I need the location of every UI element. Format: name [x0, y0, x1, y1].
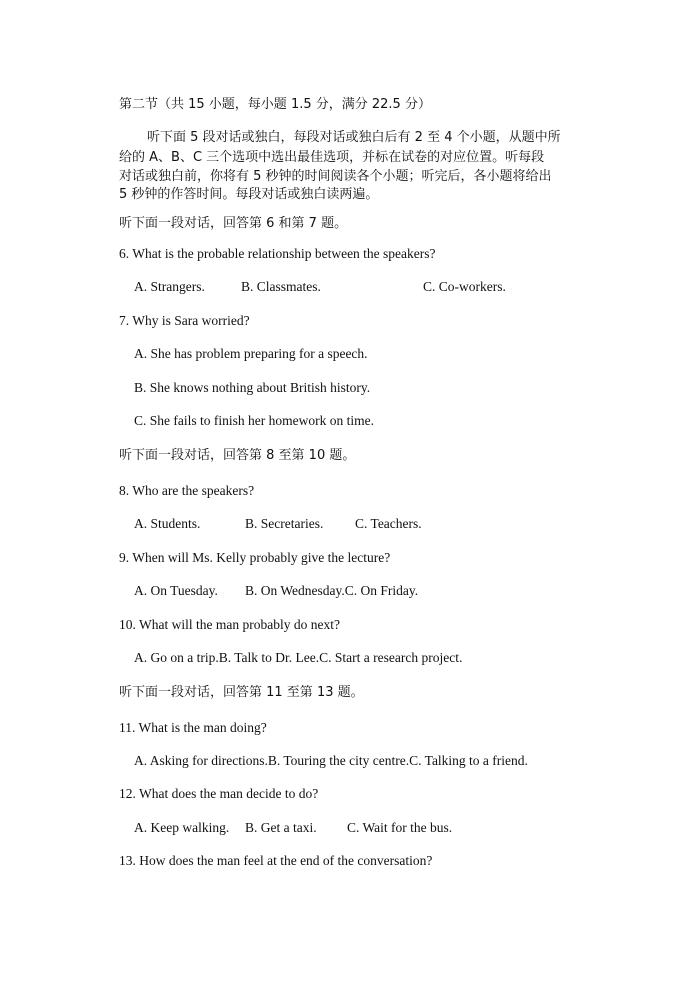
q7-option-b: B. She knows nothing about British history. [134, 380, 371, 395]
intro-line-3: 对话或独白前，你将有 5 秒钟的时间阅读各个小题；听完后，各小题将给出 [119, 169, 552, 184]
q7-option-c: C. She fails to finish her homework on time. [134, 413, 374, 428]
q7-option-a: A. She has problem preparing for a speech. [134, 346, 368, 361]
q10-options: A. Go on a trip.B. Talk to Dr. Lee.C. Start a research project. [134, 650, 463, 665]
intro-line-1: 听下面 5 段对话或独白，每段对话或独白后有 2 至 4 个小题，从题中所 [147, 130, 561, 145]
intro-line-2: 给的 A、B、C 三个选项中选出最佳选项，并标在试卷的对应位置。听每段 [119, 150, 545, 165]
q6-option-c: C. Co-workers. [423, 279, 506, 294]
q12-option-c: C. Wait for the bus. [347, 820, 453, 835]
question-12: 12. What does the man decide to do? [119, 786, 319, 801]
question-10: 10. What will the man probably do next? [119, 617, 340, 632]
q8-option-c: C. Teachers. [355, 516, 422, 531]
group-heading-6-7: 听下面一段对话，回答第 6 和第 7 题。 [119, 216, 348, 231]
q6-option-a: A. Strangers. [134, 279, 205, 294]
intro-line-4: 5 秒钟的作答时间。每段对话或独白读两遍。 [119, 187, 379, 202]
group-heading-8-10: 听下面一段对话，回答第 8 至第 10 题。 [119, 448, 356, 463]
question-13: 13. How does the man feel at the end of the conversation? [119, 853, 433, 868]
q8-option-a: A. Students. [134, 516, 201, 531]
group-heading-11-13: 听下面一段对话，回答第 11 至第 13 题。 [119, 685, 364, 700]
question-9: 9. When will Ms. Kelly probably give the lecture? [119, 550, 391, 565]
question-7: 7. Why is Sara worried? [119, 313, 250, 328]
q9-option-a: A. On Tuesday. [134, 583, 218, 598]
q6-option-b: B. Classmates. [241, 279, 321, 294]
q12-option-b: B. Get a taxi. [245, 820, 317, 835]
question-6: 6. What is the probable relationship between the speakers? [119, 246, 436, 261]
question-8: 8. Who are the speakers? [119, 483, 255, 498]
q12-option-a: A. Keep walking. [134, 820, 230, 835]
q11-options: A. Asking for directions.B. Touring the city centre.C. Talking to a friend. [134, 753, 528, 768]
q8-option-b: B. Secretaries. [245, 516, 324, 531]
section-title: 第二节（共 15 小题，每小题 1.5 分，满分 22.5 分） [119, 97, 431, 112]
question-11: 11. What is the man doing? [119, 720, 267, 735]
q9-option-b-c: B. On Wednesday.C. On Friday. [245, 583, 419, 598]
